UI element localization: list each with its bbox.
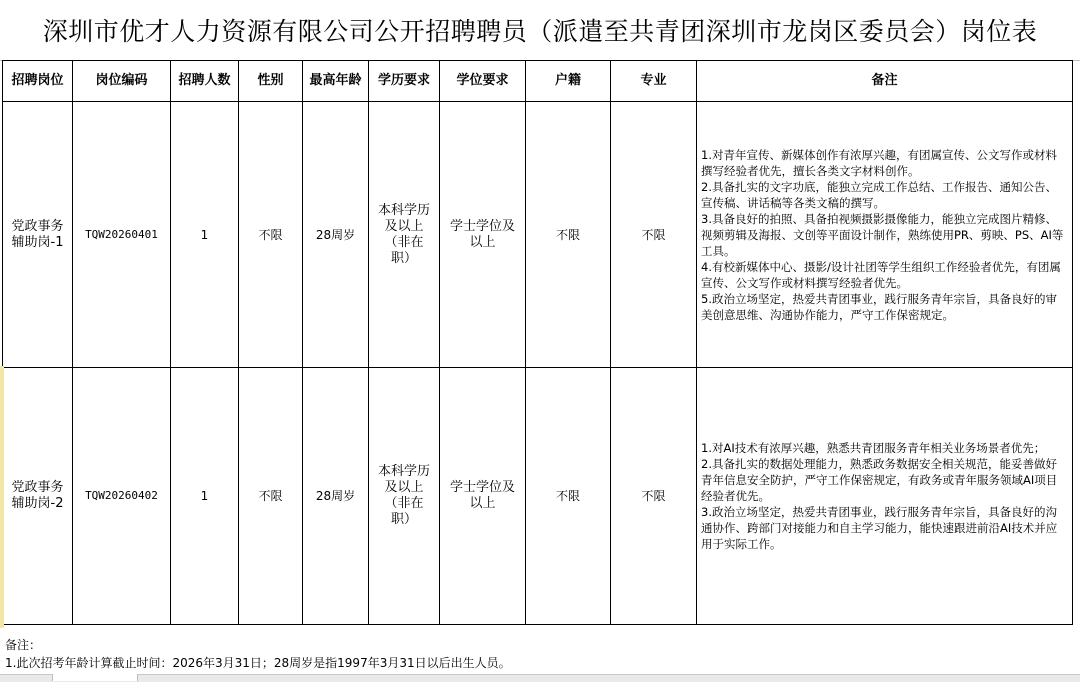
job-table <box>2 60 1073 625</box>
cell-notes[interactable] <box>697 368 1073 625</box>
page-title: 深圳市优才人力资源有限公司公开招聘聘员（派遣至共青团深圳市龙岗区委员会）岗位表 <box>0 0 1080 61</box>
cell-gender[interactable]: 不限 <box>239 102 303 368</box>
header-age: 最高年龄 <box>303 61 369 102</box>
footnote-label: 备注： <box>5 638 42 652</box>
note-line: 2.具备扎实的数据处理能力，熟悉政务数据安全相关规范，能妥善做好青年信息安全防护，严守工作保密规定，有政务或青年服务领域AI项目经验者优先。 <box>701 457 1058 503</box>
table-row <box>3 368 1073 625</box>
header-row <box>3 61 1073 102</box>
cell-hukou[interactable]: 不限 <box>526 368 611 625</box>
cell-gender[interactable]: 不限 <box>239 368 303 625</box>
cell-age[interactable]: 28周岁 <box>303 102 369 368</box>
cell-position[interactable]: 党政事务 辅助岗-2 <box>3 368 73 625</box>
cell-code[interactable]: TQW20260402 <box>73 368 171 625</box>
note-line: 1.对青年宣传、新媒体创作有浓厚兴趣，有团属宣传、公文写作或材料撰写经验者优先，擅长各类文字材料创作。 <box>701 147 1057 178</box>
note-line: 2.具备扎实的文字功底，能独立完成工作总结、工作报告、通知公告、宣传稿、讲话稿等各类文稿的撰写。 <box>701 179 1057 210</box>
footnote <box>5 636 1075 672</box>
note-line: 1.对AI技术有浓厚兴趣，熟悉共青团服务青年相关业务场景者优先； <box>701 441 1046 455</box>
cell-major[interactable]: 不限 <box>611 102 697 368</box>
table-row <box>3 102 1073 368</box>
header-hukou: 户籍 <box>526 61 611 102</box>
cell-major[interactable]: 不限 <box>611 368 697 625</box>
header-notes: 备注 <box>697 61 1073 102</box>
cell-age[interactable]: 28周岁 <box>303 368 369 625</box>
cell-position[interactable]: 党政事务 辅助岗-1 <box>3 102 73 368</box>
cell-notes[interactable] <box>697 102 1073 368</box>
header-gender: 性别 <box>239 61 303 102</box>
note-line: 3.具备良好的拍照、具备拍视频摄影摄像能力，能独立完成图片精修、视频剪辑及海报、文创等平面设计制作，熟练使用PR、剪映、PS、AI等工具。 <box>701 211 1064 258</box>
header-position: 招聘岗位 <box>3 61 73 102</box>
note-line: 4.有校新媒体中心、摄影/设计社团等学生组织工作经验者优先，有团属宣传、公文写作或材料撰写经验者优先。 <box>701 259 1061 290</box>
header-education: 学历要求 <box>369 61 440 102</box>
cell-code[interactable]: TQW20260401 <box>73 102 171 368</box>
header-code: 岗位编码 <box>73 61 171 102</box>
header-degree: 学位要求 <box>440 61 526 102</box>
cell-count[interactable]: 1 <box>171 368 239 625</box>
row-selection-marker <box>0 366 4 628</box>
cell-hukou[interactable]: 不限 <box>526 102 611 368</box>
cell-count[interactable]: 1 <box>171 102 239 368</box>
note-line: 3.政治立场坚定，热爱共青团事业，践行服务青年宗旨，具备良好的沟通协作、跨部门对接能力和自主学习能力，能快速跟进前沿AI技术并应用于实际工作。 <box>701 505 1058 551</box>
cell-education[interactable]: 本科学历 及以上 （非在 职） <box>369 102 440 368</box>
cell-degree[interactable]: 学士学位及 以上 <box>440 102 526 368</box>
cell-education[interactable]: 本科学历 及以上 （非在 职） <box>369 368 440 625</box>
footnote-line: 1.此次招考年龄计算截止时间：2026年3月31日；28周岁是指1997年3月31日以后出生人员。 <box>5 656 511 670</box>
note-line: 5.政治立场坚定，热爱共青团事业，践行服务青年宗旨，具备良好的审美创意思维、沟通协作能力，严守工作保密规定。 <box>701 291 1057 322</box>
sheet-tab[interactable] <box>52 674 138 681</box>
header-major: 专业 <box>611 61 697 102</box>
header-count: 招聘人数 <box>171 61 239 102</box>
cell-degree[interactable]: 学士学位及 以上 <box>440 368 526 625</box>
